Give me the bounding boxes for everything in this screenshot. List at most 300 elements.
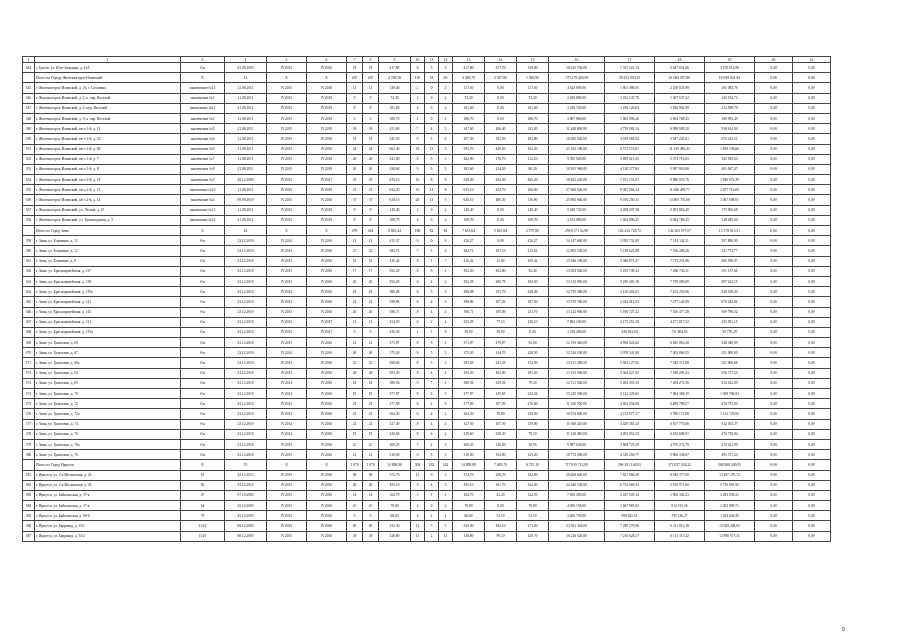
table-cell: 351 [23, 144, 35, 154]
table-cell: 21.08.2011 [225, 93, 267, 103]
table-cell: 3 [411, 490, 425, 500]
table-cell: 215,61 [517, 246, 549, 256]
table-cell: 202,00 [485, 368, 517, 378]
table-cell: 3 [347, 113, 363, 123]
table-cell: б/н [181, 378, 225, 388]
table-cell: 156,10 [517, 317, 549, 327]
table-cell: 265,20 [517, 175, 549, 185]
table-cell: Х [267, 460, 307, 470]
table-cell: IV.2015 [267, 490, 307, 500]
table-cell: 24 [363, 287, 379, 297]
table-cell: 8 825,44 [379, 226, 411, 236]
table-cell: 1 [425, 256, 439, 266]
table-cell: 5 [425, 358, 439, 368]
table-cell: 5 [425, 154, 439, 164]
table-cell: 0,00 [755, 338, 793, 348]
table-cell: 24 [347, 287, 363, 297]
table-cell: 78,80 [453, 501, 485, 511]
table-cell: 0,00 [755, 256, 793, 266]
table-cell: IV.2014 [267, 378, 307, 388]
table-cell: IV.2016 [307, 470, 347, 480]
table-cell: 292,10 [485, 521, 517, 531]
table-cell: 145,65 [485, 389, 517, 399]
table-cell: 0 [425, 83, 439, 93]
subtotal-row [23, 73, 831, 83]
table-cell: 302,80 [485, 266, 517, 276]
table-cell: IV.2015 [267, 531, 307, 541]
table-cell: 15 245 300,00 [549, 389, 605, 399]
table-cell: 27 060 500,00 [549, 185, 605, 195]
table-cell: 618,10 [379, 195, 411, 205]
table-cell: 374 [23, 389, 35, 399]
table-cell: 141,20 [517, 124, 549, 134]
table-cell: 372 [23, 368, 35, 378]
table-cell: 09.09.2010 [225, 195, 267, 205]
table-cell: 358 [23, 215, 35, 225]
table-cell: 377,87 [379, 389, 411, 399]
table-cell: 11 320 700,00 [549, 399, 605, 409]
table-cell: 0,00 [793, 226, 831, 236]
table-cell: 1 318 200,00 [549, 327, 605, 337]
table-cell: 342 583,60 [705, 154, 755, 164]
table-cell: 18 [411, 144, 425, 154]
table-cell: 7 348 371,88 [655, 358, 705, 368]
column-number-cell: 2 [35, 57, 181, 63]
table-cell: 372,70 [379, 470, 411, 480]
table-cell: 23.12.2010 [225, 256, 267, 266]
table-cell: 21 [347, 338, 363, 348]
address-cell: г. Зима, ул. Трактовая, д. 76 [35, 429, 181, 439]
table-cell: IV.2014 [267, 419, 307, 429]
table-cell: 795 136,27 [655, 511, 705, 521]
table-cell: 170,70 [485, 154, 517, 164]
table-cell: 593,70 [453, 144, 485, 154]
table-cell: б/н [181, 348, 225, 358]
table-cell: 4 [425, 409, 439, 419]
table-cell: 644,20 [379, 185, 411, 195]
table-cell: 2 [439, 215, 453, 225]
table-row [23, 246, 831, 256]
table-row [23, 450, 831, 460]
table-cell: 0,00 [793, 501, 831, 511]
table-cell: 8 [411, 307, 425, 317]
table-cell: Х [307, 226, 347, 236]
table-cell: IV.2016 [307, 389, 347, 399]
table-cell: 3 329 720,00 [549, 103, 605, 113]
table-cell: IV.2014 [267, 256, 307, 266]
table-cell: IV.2014 [267, 246, 307, 256]
table-cell: 5 373 716,65 [655, 154, 705, 164]
table-cell: 8 [411, 399, 425, 409]
table-cell: 0,00 [793, 358, 831, 368]
table-cell: 7 656 400,00 [549, 490, 605, 500]
table-cell: 11 140 480,00 [549, 429, 605, 439]
table-cell: 40 [363, 521, 379, 531]
table-row [23, 266, 831, 276]
table-cell: 0,00 [793, 490, 831, 500]
table-cell: б/н [181, 419, 225, 429]
table-row [23, 175, 831, 185]
table-cell: 0,00 [755, 83, 793, 93]
table-cell: заключение №14 [181, 215, 225, 225]
table-cell: заключение №2 [181, 113, 225, 123]
table-cell: 38 [347, 531, 363, 541]
table-cell: 3 [425, 450, 439, 460]
table-cell: 4 658 069,54 [605, 134, 655, 144]
table-cell: 7 [411, 439, 425, 449]
table-cell: 14 [347, 490, 363, 500]
table-cell: 114/1 [181, 531, 225, 541]
table-cell: 0,00 [755, 348, 793, 358]
table-cell: IV.2015 [267, 113, 307, 123]
table-cell: 0,00 [755, 358, 793, 368]
table-cell: 23.12.2010 [225, 409, 267, 419]
table-cell: 0,00 [793, 287, 831, 297]
table-cell: 42,20 [485, 490, 517, 500]
table-cell: 10 082 540,00 [549, 134, 605, 144]
table-cell: 108,70 [453, 215, 485, 225]
table-row [23, 389, 831, 399]
table-cell: 9 [411, 378, 425, 388]
table-cell: 398,86 [379, 297, 411, 307]
table-row [23, 134, 831, 144]
table-cell: 0,00 [755, 205, 793, 215]
table-cell: 1 966 302,23 [655, 490, 705, 500]
table-cell: 8 [411, 297, 425, 307]
table-cell: 0,00 [755, 154, 793, 164]
table-cell: 0,00 [793, 124, 831, 134]
table-cell: 302,60 [453, 164, 485, 174]
table-cell: 23.12.2010 [225, 338, 267, 348]
table-cell: IV.2014 [267, 389, 307, 399]
table-cell: 1 839 196,66 [705, 144, 755, 154]
table-cell: 1 920 902,99 [655, 103, 705, 113]
table-cell: б/н [181, 317, 225, 327]
table-cell: IV.2016 [307, 521, 347, 531]
table-cell: 370 [23, 348, 35, 358]
table-cell: 53 [425, 73, 439, 83]
address-cell: г. Железногорск-Илимский, кв-л 2-й, д. 14 [35, 195, 181, 205]
table-cell: 38 [363, 470, 379, 480]
table-cell: 22 [363, 297, 379, 307]
table-cell: 0,00 [793, 297, 831, 307]
table-cell: 20 [363, 164, 379, 174]
table-cell: 318,00 [379, 450, 411, 460]
table-cell: 2 [425, 511, 439, 521]
table-cell: 0,00 [485, 113, 517, 123]
address-cell: г. Зима, ул. Трактовая, д. 65 [35, 378, 181, 388]
column-number-cell: 10 [411, 57, 425, 63]
table-cell: 362 [23, 266, 35, 276]
table-cell: 206,40 [485, 124, 517, 134]
table-cell: 0,00 [793, 236, 831, 246]
table-cell: 0,00 [793, 460, 831, 470]
table-cell: 4 561 254,00 [605, 399, 655, 409]
table-cell: 2 [411, 205, 425, 215]
table-cell: 232,24 [517, 389, 549, 399]
table-cell: 5 055 731,09 [605, 236, 655, 246]
table-cell: 0,00 [755, 103, 793, 113]
table-cell: 4 [439, 317, 453, 327]
table-cell: 5 [425, 348, 439, 358]
table-cell: 22 [347, 297, 363, 307]
table-cell: 390,60 [379, 358, 411, 368]
address-cell: г. Зима, ул. Клименко, д. 12 [35, 236, 181, 246]
table-cell: 9 367 264,14 [605, 185, 655, 195]
table-cell: 5 780 171,88 [655, 409, 705, 419]
table-cell: 7 753 231,86 [655, 256, 705, 266]
table-cell: 6 [425, 338, 439, 348]
table-cell: заключение №4 [181, 195, 225, 205]
table-cell: 18 [363, 124, 379, 134]
table-cell: 3 [425, 134, 439, 144]
table-cell: 0 [425, 236, 439, 246]
table-cell: 5 047 245,61 [655, 134, 705, 144]
table-cell: 7 101 191,87 [605, 175, 655, 185]
table-cell: 25 [363, 439, 379, 449]
table-cell: 0,00 [755, 317, 793, 327]
table-cell: 123,20 [517, 450, 549, 460]
table-row [23, 480, 831, 490]
address-cell: г. Зима, ул. Красноармейская, д. 139 [35, 276, 181, 286]
table-cell: IV.2013 [267, 297, 307, 307]
table-cell: 7 [439, 256, 453, 266]
table-cell: 0,00 [793, 246, 831, 256]
table-cell: 220 194,72 [705, 93, 755, 103]
table-cell: 2 [439, 378, 453, 388]
table-cell: 4 748,50 [379, 73, 411, 83]
table-cell: 380 [23, 450, 35, 460]
table-cell: 3 [425, 63, 439, 73]
table-cell: 159,80 [517, 63, 549, 73]
table-row [23, 490, 831, 500]
table-cell: 0,00 [793, 144, 831, 154]
table-cell: б/н [181, 297, 225, 307]
table-cell: 6 825 063,28 [655, 338, 705, 348]
table-cell: 8 [363, 205, 379, 215]
table-cell: IV.2013 [267, 307, 307, 317]
table-cell: 367 [23, 317, 35, 327]
table-cell: 0,00 [793, 154, 831, 164]
table-cell: 0,00 [793, 338, 831, 348]
table-cell: IV.2016 [307, 378, 347, 388]
table-cell: IV.2018 [307, 113, 347, 123]
table-cell: 3 283 849,21 [705, 490, 755, 500]
table-cell: 0,00 [793, 185, 831, 195]
table-cell: 2 [439, 93, 453, 103]
table-cell: 2 347,80 [485, 73, 517, 83]
table-cell: 3 808 725,39 [605, 439, 655, 449]
table-cell: 1 402 096,25 [605, 215, 655, 225]
table-cell: 416,42 [379, 256, 411, 266]
table-row [23, 409, 831, 419]
table-cell: 167,50 [485, 419, 517, 429]
table-cell: 8 [425, 175, 439, 185]
table-row [23, 256, 831, 266]
table-cell: 149,40 [379, 205, 411, 215]
table-cell: 11 [347, 83, 363, 93]
table-cell: 318,00 [453, 450, 485, 460]
table-cell: 2 [411, 83, 425, 93]
table-cell: 4 [425, 297, 439, 307]
table-cell: 327,30 [379, 419, 411, 429]
table-cell: 0,00 [793, 215, 831, 225]
table-cell: IV.2016 [307, 307, 347, 317]
table-cell: 23.12.2010 [225, 378, 267, 388]
table-cell: 354 [23, 175, 35, 185]
table-cell: 21.08.2011 [225, 144, 267, 154]
table-cell: 11 448 908,98 [549, 124, 605, 134]
table-cell: 6 [411, 317, 425, 327]
table-cell: 16 949 041,94 [705, 73, 755, 83]
table-cell: 4 152 977,17 [605, 409, 655, 419]
column-number-cell: 17 [605, 57, 655, 63]
table-cell: 44 [347, 144, 363, 154]
table-cell: 346 [23, 93, 35, 103]
address-cell: г. Зима, ул. Трактовая, д. 74 [35, 419, 181, 429]
table-cell: 269,25 [379, 439, 411, 449]
table-cell: 0 [363, 93, 379, 103]
table-cell: 2 797,80 [517, 226, 549, 236]
table-row [23, 195, 831, 205]
table-cell: 10 772 000,00 [549, 450, 605, 460]
table-cell: IV.2016 [307, 501, 347, 511]
table-cell: 149,40 [517, 205, 549, 215]
table-cell: 0,00 [793, 256, 831, 266]
table-cell: заключение №12 [181, 83, 225, 93]
table-cell: IV.2016 [307, 63, 347, 73]
table-cell: 392,20 [453, 266, 485, 276]
table-cell: 3 [425, 389, 439, 399]
table-cell: 5 910 971,60 [655, 480, 705, 490]
table-cell: 304 [411, 460, 425, 470]
table-row [23, 378, 831, 388]
table-cell: 0,00 [755, 195, 793, 205]
table-cell: 5 422 412,23 [605, 297, 655, 307]
table-row [23, 93, 831, 103]
table-cell: 74,30 [453, 93, 485, 103]
table-cell: 8 [411, 256, 425, 266]
table-row [23, 439, 831, 449]
table-cell: 452,70 [485, 185, 517, 195]
table-cell: 8 572 574,91 [605, 144, 655, 154]
table-cell: 7 338 295,23 [655, 368, 705, 378]
address-cell: г. Зима, ул. Трактовая, д. 78 [35, 450, 181, 460]
table-cell: 9 750 891,95 [705, 480, 755, 490]
table-cell: 533,30 [453, 521, 485, 531]
table-row [23, 307, 831, 317]
table-row [23, 419, 831, 429]
table-cell: 271,20 [517, 521, 549, 531]
table-cell: 382,71 [453, 246, 485, 256]
table-cell: 378 [23, 429, 35, 439]
table-cell: 360 [23, 246, 35, 256]
address-cell: г. Железногорск-Илимский, д. 9, к. пер. Веселый [35, 113, 181, 123]
address-cell: г. Железногорск-Илимский, кв-л 1-й, д. 23 [35, 134, 181, 144]
table-cell: б/н [181, 266, 225, 276]
table-cell: 495,10 [379, 480, 411, 490]
table-cell: 8 [439, 175, 453, 185]
table-cell: 19 [347, 389, 363, 399]
table-cell: 20 [347, 307, 363, 317]
table-cell: 60 [181, 480, 225, 490]
table-cell: 13 [347, 317, 363, 327]
table-cell: 13 313 850,00 [549, 276, 605, 286]
table-cell: заключение №7 [181, 154, 225, 164]
table-cell: 9 010 250,31 [605, 195, 655, 205]
address-cell: г. Зима, ул. Трактовая, д. 64 [35, 368, 181, 378]
address-cell: г. Иркутск, ул. 2-я Московская, д. 26 [35, 480, 181, 490]
table-cell: 259 017 132,90 [549, 226, 605, 236]
table-cell: б/н [181, 389, 225, 399]
table-cell: 191,20 [517, 368, 549, 378]
table-row [23, 144, 831, 154]
table-cell: 0,00 [793, 511, 831, 521]
address-cell: г. Зима, ул. Красноармейская, д. 141 [35, 297, 181, 307]
table-cell: 13 [363, 317, 379, 327]
table-cell: 417,80 [453, 63, 485, 73]
table-cell: 0,00 [755, 460, 793, 470]
table-cell: 0,00 [755, 327, 793, 337]
table-cell: 8 649 377,00 [655, 470, 705, 480]
table-cell: 108,70 [517, 113, 549, 123]
table-cell: 28 [363, 368, 379, 378]
address-cell: г. Железногорск-Илимский, ул. Лесная, д. 25 [35, 205, 181, 215]
table-cell: 149,40 [453, 205, 485, 215]
table-cell: 1 601 490,55 [605, 83, 655, 93]
table-cell: 7 002 869,35 [655, 348, 705, 358]
table-cell: 2 250 025,99 [655, 83, 705, 93]
table-cell: 12 [347, 236, 363, 246]
table-cell: 0,00 [793, 83, 831, 93]
table-cell: IV.2013 [267, 399, 307, 409]
table-cell: 0,00 [755, 490, 793, 500]
table-cell: 23 [347, 419, 363, 429]
table-cell: 416,27 [517, 236, 549, 246]
address-cell: г. Иркутск, ул. Байкальская, д. 37-я [35, 490, 181, 500]
table-cell: 26 [347, 276, 363, 286]
table-cell: 0,00 [755, 307, 793, 317]
table-cell: 0,00 [755, 144, 793, 154]
table-cell: заключение №11 [181, 103, 225, 113]
table-cell: 8 [411, 429, 425, 439]
table-cell: 5 402 127,95 [605, 358, 655, 368]
table-cell: 4 970 272,79 [655, 439, 705, 449]
column-number-cell: 9 [379, 57, 411, 63]
table-cell: б/н [181, 246, 225, 256]
table-cell: 5 957 010,90 [655, 164, 705, 174]
table-cell: 348 [23, 113, 35, 123]
table-cell: 13 271 280,00 [549, 358, 605, 368]
table-cell: 184,50 [517, 276, 549, 286]
address-cell: г. Железногорск-Илимский, д. 26, г. Сосновка [35, 83, 181, 93]
table-cell: 2 [439, 276, 453, 286]
table-cell: 03.09.2005 [225, 63, 267, 73]
table-cell: 2 [425, 531, 439, 541]
column-number-cell: 20 [755, 57, 793, 63]
table-cell: 615,10 [453, 185, 485, 195]
table-cell: 13 053 560,00 [549, 266, 605, 276]
table-cell: 194,80 [485, 450, 517, 460]
table-cell: 320,60 [379, 429, 411, 439]
table-cell: 13 [411, 531, 425, 541]
table-cell: 4 [439, 419, 453, 429]
table-cell: 11 646 499,77 [655, 185, 705, 195]
table-cell: 1 407 537,22 [655, 93, 705, 103]
table-cell: 25 163 180,00 [549, 144, 605, 154]
table-cell: IV.2015 [267, 480, 307, 490]
table-cell: заключение №10 [181, 185, 225, 195]
